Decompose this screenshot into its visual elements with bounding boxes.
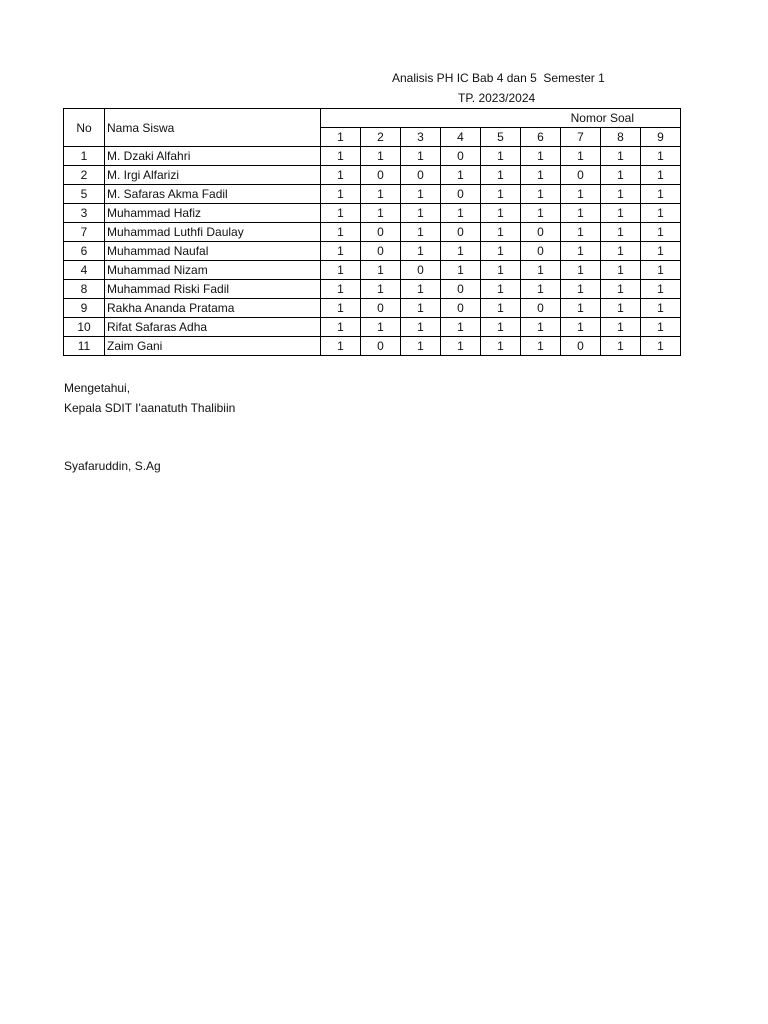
score-cell: 1 <box>601 337 641 356</box>
table-body <box>64 147 681 356</box>
question-number-header: 2 <box>361 128 401 147</box>
table-row <box>64 204 681 223</box>
student-name: Rifat Safaras Adha <box>105 318 321 337</box>
score-cell: 1 <box>641 223 681 242</box>
score-cell: 1 <box>641 280 681 299</box>
score-cell: 1 <box>321 299 361 318</box>
question-number-header: 7 <box>561 128 601 147</box>
score-cell: 0 <box>441 280 481 299</box>
score-cell: 0 <box>521 223 561 242</box>
table-row <box>64 223 681 242</box>
score-cell: 1 <box>441 166 481 185</box>
score-cell: 1 <box>481 280 521 299</box>
score-cell: 1 <box>601 242 641 261</box>
score-cell: 1 <box>481 147 521 166</box>
student-number: 2 <box>64 166 105 185</box>
score-cell: 0 <box>561 337 601 356</box>
score-cell: 1 <box>601 299 641 318</box>
score-cell: 1 <box>641 299 681 318</box>
student-name: Muhammad Luthfi Daulay <box>105 223 321 242</box>
score-cell: 1 <box>401 185 441 204</box>
student-name: Zaim Gani <box>105 337 321 356</box>
student-number: 1 <box>64 147 105 166</box>
score-cell: 1 <box>401 223 441 242</box>
score-cell: 1 <box>641 261 681 280</box>
score-cell: 1 <box>441 204 481 223</box>
score-cell: 1 <box>481 223 521 242</box>
student-number: 8 <box>64 280 105 299</box>
table-row <box>64 299 681 318</box>
score-cell: 1 <box>321 223 361 242</box>
student-name: Muhammad Nizam <box>105 261 321 280</box>
table-row <box>64 166 681 185</box>
question-number-header: 1 <box>321 128 361 147</box>
score-cell: 1 <box>521 185 561 204</box>
score-cell: 1 <box>561 147 601 166</box>
score-cell: 1 <box>561 185 601 204</box>
score-cell: 1 <box>601 280 641 299</box>
score-cell: 0 <box>361 166 401 185</box>
score-cell: 1 <box>561 261 601 280</box>
score-cell: 1 <box>481 337 521 356</box>
score-table <box>63 108 681 356</box>
student-number: 11 <box>64 337 105 356</box>
student-number: 4 <box>64 261 105 280</box>
score-cell: 1 <box>641 318 681 337</box>
student-name: M. Safaras Akma Fadil <box>105 185 321 204</box>
score-cell: 1 <box>321 204 361 223</box>
score-cell: 1 <box>401 337 441 356</box>
score-cell: 1 <box>641 185 681 204</box>
signatory-name: Syafaruddin, S.Ag <box>64 459 161 473</box>
score-cell: 1 <box>561 280 601 299</box>
question-number-header: 8 <box>601 128 641 147</box>
table-row <box>64 337 681 356</box>
student-name: Muhammad Naufal <box>105 242 321 261</box>
score-cell: 1 <box>561 299 601 318</box>
score-cell: 1 <box>601 261 641 280</box>
student-name: Muhammad Hafiz <box>105 204 321 223</box>
score-cell: 1 <box>601 204 641 223</box>
score-cell: 1 <box>321 166 361 185</box>
score-cell: 1 <box>641 242 681 261</box>
score-cell: 1 <box>321 261 361 280</box>
score-cell: 1 <box>641 147 681 166</box>
question-number-header: 4 <box>441 128 481 147</box>
score-cell: 1 <box>401 318 441 337</box>
score-cell: 1 <box>521 261 561 280</box>
col-header-question-group: Nomor Soal <box>321 109 681 128</box>
score-cell: 1 <box>481 299 521 318</box>
score-cell: 1 <box>601 185 641 204</box>
document-title: Analisis PH IC Bab 4 dan 5 Semester 1 <box>392 71 605 85</box>
header-row-1 <box>64 109 681 128</box>
question-number-header: 3 <box>401 128 441 147</box>
score-cell: 1 <box>401 204 441 223</box>
student-name: M. Irgi Alfarizi <box>105 166 321 185</box>
student-number: 5 <box>64 185 105 204</box>
score-cell: 1 <box>641 204 681 223</box>
score-cell: 1 <box>321 280 361 299</box>
score-cell: 1 <box>321 337 361 356</box>
score-cell: 1 <box>401 147 441 166</box>
score-cell: 1 <box>441 318 481 337</box>
table-row <box>64 280 681 299</box>
score-cell: 1 <box>481 185 521 204</box>
score-cell: 0 <box>521 242 561 261</box>
score-cell: 0 <box>441 185 481 204</box>
score-cell: 1 <box>441 242 481 261</box>
score-cell: 1 <box>521 166 561 185</box>
score-cell: 0 <box>401 166 441 185</box>
score-cell: 1 <box>321 242 361 261</box>
score-cell: 0 <box>441 147 481 166</box>
col-header-name: Nama Siswa <box>105 109 321 147</box>
student-number: 3 <box>64 204 105 223</box>
score-cell: 1 <box>481 242 521 261</box>
col-header-no: No <box>64 109 105 147</box>
student-name: Rakha Ananda Pratama <box>105 299 321 318</box>
score-cell: 1 <box>641 337 681 356</box>
score-cell: 1 <box>361 204 401 223</box>
score-cell: 0 <box>361 242 401 261</box>
student-number: 6 <box>64 242 105 261</box>
score-cell: 1 <box>601 223 641 242</box>
score-cell: 0 <box>361 299 401 318</box>
score-cell: 1 <box>641 166 681 185</box>
score-cell: 1 <box>401 299 441 318</box>
score-cell: 1 <box>481 204 521 223</box>
score-cell: 1 <box>361 261 401 280</box>
score-cell: 0 <box>401 261 441 280</box>
student-number: 7 <box>64 223 105 242</box>
student-name: Muhammad Riski Fadil <box>105 280 321 299</box>
question-number-header: 6 <box>521 128 561 147</box>
score-cell: 0 <box>561 166 601 185</box>
score-cell: 1 <box>521 318 561 337</box>
score-cell: 1 <box>481 166 521 185</box>
score-cell: 1 <box>441 337 481 356</box>
score-cell: 1 <box>361 280 401 299</box>
score-cell: 0 <box>521 299 561 318</box>
score-cell: 0 <box>361 337 401 356</box>
score-cell: 1 <box>601 166 641 185</box>
score-cell: 0 <box>361 223 401 242</box>
student-number: 9 <box>64 299 105 318</box>
score-cell: 1 <box>521 147 561 166</box>
table-row <box>64 147 681 166</box>
score-cell: 1 <box>561 242 601 261</box>
acknowledgement-text: Mengetahui, <box>64 381 131 395</box>
principal-title: Kepala SDIT I'aanatuth Thalibiin <box>64 401 236 415</box>
score-cell: 1 <box>361 185 401 204</box>
score-cell: 1 <box>481 261 521 280</box>
score-cell: 1 <box>361 147 401 166</box>
score-cell: 1 <box>601 318 641 337</box>
score-cell: 1 <box>521 280 561 299</box>
score-cell: 1 <box>401 280 441 299</box>
score-cell: 1 <box>561 223 601 242</box>
table-row <box>64 261 681 280</box>
student-name: M. Dzaki Alfahri <box>105 147 321 166</box>
table-row <box>64 318 681 337</box>
score-cell: 1 <box>521 204 561 223</box>
question-number-header: 9 <box>641 128 681 147</box>
table-row <box>64 242 681 261</box>
score-cell: 1 <box>441 261 481 280</box>
student-number: 10 <box>64 318 105 337</box>
score-cell: 1 <box>601 147 641 166</box>
score-cell: 0 <box>441 299 481 318</box>
table-row <box>64 185 681 204</box>
score-cell: 1 <box>481 318 521 337</box>
score-cell: 1 <box>401 242 441 261</box>
score-cell: 1 <box>321 147 361 166</box>
score-cell: 1 <box>321 185 361 204</box>
question-number-header: 5 <box>481 128 521 147</box>
score-cell: 1 <box>321 318 361 337</box>
score-cell: 1 <box>361 318 401 337</box>
score-cell: 1 <box>521 337 561 356</box>
score-cell: 1 <box>561 204 601 223</box>
score-cell: 0 <box>441 223 481 242</box>
document-subtitle: TP. 2023/2024 <box>458 91 536 105</box>
score-cell: 1 <box>561 318 601 337</box>
